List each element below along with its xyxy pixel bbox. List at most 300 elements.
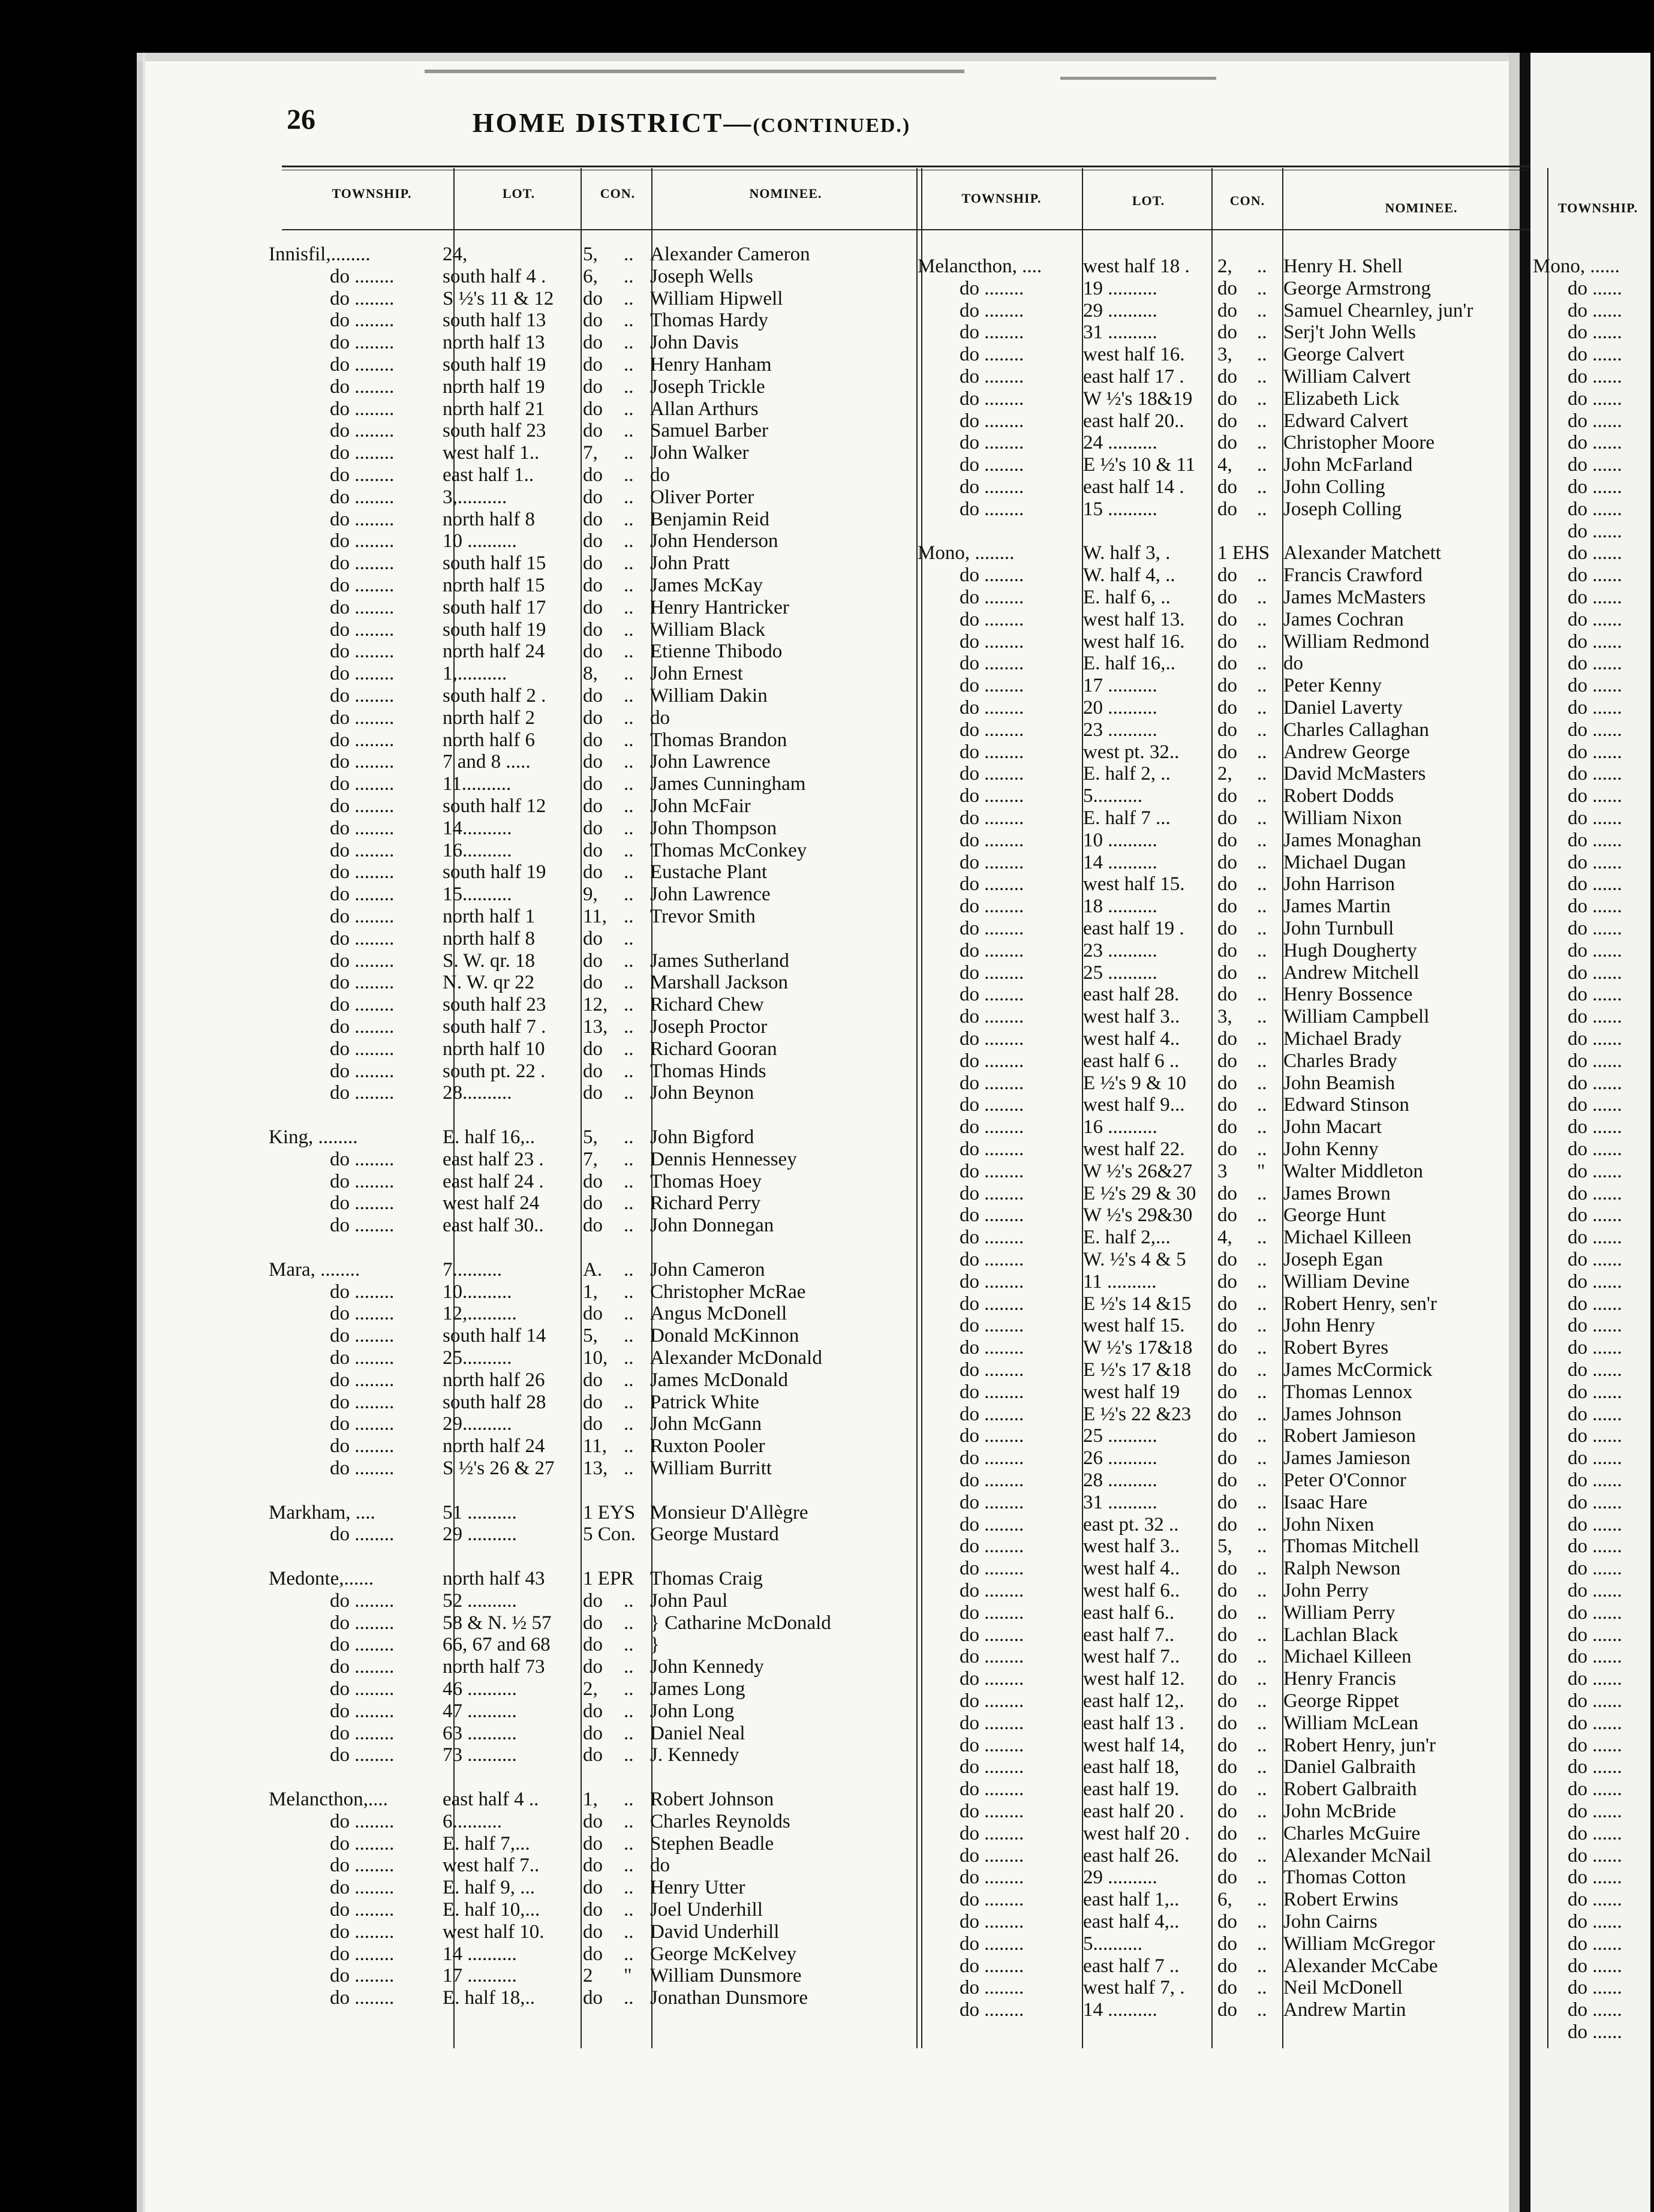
nominee-cell: do [650, 464, 670, 486]
lot-cell: west half 4.. [1083, 1028, 1180, 1050]
con-cell: 7, [583, 1148, 598, 1170]
nominee-cell: Christopher Moore [1283, 432, 1435, 454]
con-dots-cell: .. [624, 354, 634, 375]
nominee-cell: Robert Erwins [1283, 1889, 1399, 1911]
township-cell: do ........ [330, 1589, 395, 1612]
township-cell: do ........ [330, 751, 395, 773]
con-cell: do [1217, 476, 1237, 498]
lot-cell: north half 26 [443, 1369, 545, 1391]
lot-cell: north half 21 [443, 398, 545, 420]
con-dots-cell: .. [624, 1832, 634, 1855]
con-dots-cell: .. [1257, 1050, 1267, 1072]
next-township-cell: do ...... [1568, 1646, 1622, 1668]
nominee-cell: James Cunningham [650, 773, 806, 795]
con-dots-cell: .. [624, 1281, 634, 1303]
township-cell: do ........ [330, 420, 395, 442]
nominee-cell: John McFair [650, 795, 751, 817]
nominee-cell: Elizabeth Lick [1283, 387, 1400, 410]
con-cell: do [1217, 1381, 1237, 1403]
header-nominee: NOMINEE. [1385, 200, 1458, 215]
township-cell: do ........ [330, 464, 395, 486]
con-cell: do [1217, 1403, 1237, 1425]
con-cell: do [1217, 719, 1237, 741]
lot-cell: 31 .......... [1083, 1491, 1157, 1513]
con-dots-cell: .. [1257, 1867, 1267, 1889]
township-cell: do ........ [330, 906, 395, 927]
next-township-cell: do ...... [1568, 1734, 1622, 1756]
nominee-cell: John Colling [1283, 476, 1385, 498]
next-township-cell: do ...... [1568, 1889, 1622, 1911]
next-township-cell: do ...... [1568, 476, 1622, 498]
nominee-cell: Etienne Thibodo [650, 641, 783, 663]
con-dots-cell: .. [624, 927, 634, 949]
nominee-cell: George McKelvey [650, 1943, 797, 1965]
township-cell: do ........ [960, 1293, 1024, 1315]
con-cell: 5, [583, 1325, 598, 1347]
con-cell: do [583, 332, 603, 354]
con-cell: do [1217, 653, 1237, 675]
township-cell: do ........ [330, 1965, 395, 1987]
nominee-cell: Henry Utter [650, 1877, 745, 1899]
con-cell: do [1217, 1028, 1237, 1050]
nominee-cell: William Hipwell [650, 287, 783, 309]
lot-cell: north half 19 [443, 375, 545, 398]
lot-cell: north half 2 [443, 707, 535, 729]
township-cell: do ........ [960, 1580, 1024, 1601]
con-cell: do [1217, 741, 1237, 763]
column-rule [1547, 168, 1548, 2048]
township-cell: do ........ [960, 1469, 1024, 1491]
lot-cell: west half 16. [1083, 630, 1185, 653]
con-dots-cell: .. [1257, 829, 1267, 851]
lot-cell: 17 .......... [1083, 675, 1157, 697]
con-dots-cell: .. [1257, 630, 1267, 653]
nominee-cell: Walter Middleton [1283, 1160, 1423, 1182]
nominee-cell: John Beynon [650, 1082, 754, 1104]
page-title [0, 107, 1383, 139]
con-cell: 10, [583, 1347, 608, 1369]
next-township-cell: do ...... [1568, 1270, 1622, 1293]
lot-cell: 28 .......... [1083, 1469, 1157, 1491]
township-cell: do ........ [330, 530, 395, 552]
con-cell: do [1217, 1624, 1237, 1646]
con-dots-cell: .. [624, 795, 634, 817]
con-cell: do [1217, 1822, 1237, 1844]
con-cell: do [583, 1634, 603, 1656]
con-dots-cell: .. [1257, 1491, 1267, 1513]
con-cell: do [1217, 1933, 1237, 1955]
nominee-cell: John Cameron [650, 1258, 765, 1281]
next-township-cell: do ...... [1568, 741, 1622, 763]
nominee-cell: Robert Dodds [1283, 785, 1394, 807]
lot-cell: 24 .......... [1083, 432, 1157, 454]
con-dots-cell: .. [1257, 1182, 1267, 1204]
con-cell: do [1217, 630, 1237, 653]
con-dots-cell: .. [1257, 785, 1267, 807]
nominee-cell: Charles McGuire [1283, 1822, 1421, 1844]
nominee-cell: J. Kennedy [650, 1744, 739, 1766]
nominee-cell: Angus McDonell [650, 1303, 787, 1325]
nominee-cell: John McBride [1283, 1801, 1396, 1822]
page-number: 26 [287, 104, 315, 136]
nominee-cell: Joseph Egan [1283, 1249, 1383, 1270]
con-dots-cell: .. [624, 244, 634, 265]
township-cell: Innisfil,........ [269, 244, 371, 265]
nominee-cell: Richard Chew [650, 994, 764, 1016]
lot-cell: north half 1 [443, 906, 535, 927]
con-dots-cell: .. [624, 817, 634, 839]
con-dots-cell: .. [1257, 1933, 1267, 1955]
township-cell: do ........ [330, 1082, 395, 1104]
next-township-cell: do ...... [1568, 1006, 1622, 1028]
nominee-cell: John Pratt [650, 552, 730, 575]
con-dots-cell: .. [1257, 1249, 1267, 1270]
township-cell: do ........ [330, 795, 395, 817]
nominee-cell: William Campbell [1283, 1006, 1430, 1028]
con-cell: 5, [583, 244, 598, 265]
con-dots-cell: .. [624, 906, 634, 927]
township-cell: do ........ [960, 675, 1024, 697]
lot-cell: south half 19 [443, 861, 546, 883]
nominee-cell: Thomas Brandon [650, 729, 787, 751]
con-cell: 6, [1217, 1889, 1232, 1911]
lot-cell: west half 4.. [1083, 1558, 1180, 1580]
nominee-cell: Trevor Smith [650, 906, 756, 927]
con-cell: do [583, 1391, 603, 1413]
con-cell: do [1217, 1293, 1237, 1315]
con-dots-cell: .. [1257, 366, 1267, 387]
con-cell: do [583, 1877, 603, 1899]
township-cell: do ........ [960, 873, 1024, 895]
con-dots-cell: .. [624, 994, 634, 1016]
con-cell: do [1217, 410, 1237, 432]
con-cell: 4, [1217, 454, 1232, 476]
con-dots-cell: " [624, 1965, 632, 1987]
con-dots-cell: .. [1257, 1138, 1267, 1160]
con-dots-cell: .. [1257, 1447, 1267, 1469]
lot-cell: east half 20.. [1083, 410, 1184, 432]
header-bottom-rule [282, 229, 1530, 230]
next-township-cell: do ...... [1568, 1138, 1622, 1160]
lot-cell: 46 .......... [443, 1678, 517, 1700]
township-cell: do ........ [960, 918, 1024, 939]
con-dots-cell: .. [624, 398, 634, 420]
lot-cell: 12,.......... [443, 1303, 517, 1325]
township-cell: do ........ [330, 442, 395, 464]
nominee-cell: William Dakin [650, 685, 768, 707]
township-cell: do ........ [330, 1303, 395, 1325]
con-dots-cell: .. [624, 972, 634, 994]
next-township-cell: do ...... [1568, 432, 1622, 454]
township-cell: Mara, ........ [269, 1258, 360, 1281]
con-dots-cell: .. [624, 1700, 634, 1722]
next-township-cell: do ...... [1568, 763, 1622, 785]
lot-cell: west half 3.. [1083, 1006, 1180, 1028]
township-cell: do ........ [330, 265, 395, 287]
township-cell: do ........ [330, 1369, 395, 1391]
lot-cell: east half 13 . [1083, 1712, 1184, 1734]
township-cell: do ........ [960, 785, 1024, 807]
nominee-cell: John Beamish [1283, 1072, 1396, 1094]
con-cell: do [1217, 1491, 1237, 1513]
con-dots-cell: .. [624, 751, 634, 773]
con-dots-cell: .. [624, 1258, 634, 1281]
con-cell: do [1217, 1337, 1237, 1359]
lot-cell: north half 43 [443, 1568, 545, 1589]
nominee-cell: John Perry [1283, 1580, 1369, 1601]
con-cell: do [1217, 1072, 1237, 1094]
header-nominee: NOMINEE. [749, 186, 822, 201]
header-township-next: TOWNSHIP. [1558, 200, 1638, 215]
con-dots-cell: .. [1257, 1668, 1267, 1690]
nominee-cell: William Devine [1283, 1270, 1410, 1293]
lot-cell: south half 4 . [443, 265, 546, 287]
township-cell: do ........ [330, 1148, 395, 1170]
con-dots-cell: .. [1257, 719, 1267, 741]
next-township-cell: do ...... [1568, 1116, 1622, 1138]
township-cell: do ........ [330, 663, 395, 685]
lot-cell: 6.......... [443, 1810, 502, 1832]
con-dots-cell: .. [1257, 1425, 1267, 1447]
header-con: CON. [1229, 193, 1265, 208]
con-dots-cell: .. [624, 949, 634, 972]
nominee-cell: William Perry [1283, 1601, 1396, 1624]
next-township-cell: do ...... [1568, 1867, 1622, 1889]
con-cell: do [1217, 1867, 1237, 1889]
con-cell: do [583, 1722, 603, 1744]
lot-cell: W ½'s 26&27 [1083, 1160, 1193, 1182]
con-dots-cell: .. [624, 685, 634, 707]
con-dots-cell: .. [1257, 1955, 1267, 1977]
con-cell: 1, [583, 1281, 598, 1303]
next-township-cell: do ...... [1568, 1933, 1622, 1955]
township-cell: do ........ [330, 1281, 395, 1303]
con-cell: 4, [1217, 1227, 1232, 1249]
con-cell: do [583, 685, 603, 707]
nominee-cell: Michael Killeen [1283, 1227, 1412, 1249]
con-dots-cell: .. [624, 1855, 634, 1877]
next-township-cell: do ...... [1568, 344, 1622, 366]
con-cell: 5, [583, 1126, 598, 1148]
nominee-cell: Alexander Cameron [650, 244, 810, 265]
lot-cell: 63 .......... [443, 1722, 517, 1744]
con-dots-cell: .. [1257, 918, 1267, 939]
con-cell: do [583, 575, 603, 596]
township-cell: do ........ [960, 807, 1024, 829]
township-cell: do ........ [330, 1612, 395, 1634]
lot-cell: 14 .......... [1083, 1999, 1157, 2021]
column-rule [1211, 168, 1213, 2048]
township-cell: do ........ [330, 817, 395, 839]
con-cell: do [1217, 1116, 1237, 1138]
next-township-cell: do ...... [1568, 829, 1622, 851]
con-cell: do [1217, 1844, 1237, 1867]
nominee-cell: Daniel Galbraith [1283, 1756, 1416, 1778]
nominee-cell: Charles Reynolds [650, 1810, 790, 1832]
township-cell: do ........ [330, 1634, 395, 1656]
township-cell: do ........ [330, 1413, 395, 1435]
con-cell: do [1217, 1513, 1237, 1535]
nominee-cell: Richard Perry [650, 1192, 761, 1215]
con-cell: do [583, 817, 603, 839]
con-cell: do [583, 1987, 603, 2009]
township-cell: do ........ [960, 1535, 1024, 1558]
nominee-cell: Monsieur D'Allègre [650, 1501, 808, 1523]
township-cell: do ........ [960, 1359, 1024, 1381]
con-cell: do [583, 464, 603, 486]
con-dots-cell: " [1257, 1160, 1265, 1182]
nominee-cell: Henry Hanham [650, 354, 772, 375]
lot-cell: west half 10. [443, 1921, 545, 1943]
con-dots-cell: .. [624, 773, 634, 795]
con-cell: do [1217, 984, 1237, 1006]
scan-smudge [1060, 77, 1216, 80]
nominee-cell: William Redmond [1283, 630, 1430, 653]
next-township-cell: do ...... [1568, 1778, 1622, 1801]
con-cell: do [583, 1921, 603, 1943]
lot-cell: north half 24 [443, 641, 545, 663]
con-cell: 3, [1217, 344, 1232, 366]
nominee-cell: James McMasters [1283, 587, 1426, 608]
lot-cell: south half 7 . [443, 1016, 546, 1038]
lot-cell: 58 & N. ½ 57 [443, 1612, 552, 1634]
township-cell: do ........ [330, 354, 395, 375]
township-cell: do ........ [330, 1347, 395, 1369]
township-cell: do ........ [960, 829, 1024, 851]
con-dots-cell: .. [624, 1722, 634, 1744]
con-cell: A. [583, 1258, 603, 1281]
township-cell: do ........ [960, 410, 1024, 432]
township-cell: do ........ [960, 564, 1024, 587]
nominee-cell: Alexander McCabe [1283, 1955, 1438, 1977]
lot-cell: north half 8 [443, 927, 535, 949]
township-cell: do ........ [960, 1999, 1024, 2021]
con-dots-cell: .. [624, 530, 634, 552]
lot-cell: west half 14, [1083, 1734, 1185, 1756]
con-dots-cell: .. [624, 883, 634, 906]
township-cell: do ........ [960, 1204, 1024, 1227]
con-dots-cell: .. [1257, 432, 1267, 454]
con-cell: 7, [583, 442, 598, 464]
township-cell: do ........ [330, 1457, 395, 1479]
nominee-cell: Francis Crawford [1283, 564, 1423, 587]
lot-cell: 26 .......... [1083, 1447, 1157, 1469]
lot-cell: W. half 3, . [1083, 542, 1171, 564]
township-cell: do ........ [960, 277, 1024, 299]
next-township-cell: do ...... [1568, 719, 1622, 741]
next-township-cell: do ...... [1568, 1712, 1622, 1734]
lot-cell: east half 24 . [443, 1170, 544, 1192]
con-cell: do [583, 1082, 603, 1104]
nominee-cell: Joel Underhill [650, 1899, 763, 1921]
lot-cell: east half 12,. [1083, 1690, 1184, 1712]
con-cell: do [1217, 675, 1237, 697]
con-dots-cell: .. [624, 1369, 634, 1391]
lot-cell: 18 .......... [1083, 895, 1157, 918]
nominee-cell: Alexander McDonald [650, 1347, 822, 1369]
con-dots-cell: .. [1257, 763, 1267, 785]
lot-cell: south half 23 [443, 994, 546, 1016]
next-township-cell: do ...... [1568, 851, 1622, 873]
con-cell: do [583, 398, 603, 420]
con-cell: do [583, 1303, 603, 1325]
lot-cell: 47 .......... [443, 1700, 517, 1722]
nominee-cell: Thomas Craig [650, 1568, 763, 1589]
con-dots-cell: .. [1257, 1337, 1267, 1359]
township-cell: do ........ [960, 1624, 1024, 1646]
con-cell: do [1217, 873, 1237, 895]
con-cell: do [1217, 1756, 1237, 1778]
lot-cell: E. half 2, .. [1083, 763, 1171, 785]
lot-cell: S ½'s 11 & 12 [443, 287, 554, 309]
con-cell: do [1217, 918, 1237, 939]
township-cell: do ........ [960, 763, 1024, 785]
con-dots-cell: .. [1257, 410, 1267, 432]
lot-cell: west half 19 [1083, 1381, 1180, 1403]
lot-cell: east half 4 .. [443, 1789, 539, 1810]
township-cell: do ........ [330, 1060, 395, 1082]
con-cell: do [1217, 807, 1237, 829]
page-title-main: HOME DISTRICT— [472, 107, 753, 138]
con-dots-cell: .. [1257, 476, 1267, 498]
con-cell: 3, [1217, 1006, 1232, 1028]
lot-cell: 23 .......... [1083, 939, 1157, 961]
lot-cell: E ½'s 17 &18 [1083, 1359, 1192, 1381]
nominee-cell: George Hunt [1283, 1204, 1386, 1227]
con-dots-cell: .. [624, 552, 634, 575]
con-cell: do [583, 1656, 603, 1678]
township-cell: do ........ [330, 1832, 395, 1855]
con-dots-cell: .. [1257, 1558, 1267, 1580]
township-cell: do ........ [330, 1016, 395, 1038]
con-dots-cell: .. [1257, 1911, 1267, 1933]
lot-cell: north half 13 [443, 332, 545, 354]
con-dots-cell: .. [1257, 675, 1267, 697]
township-cell: do ........ [960, 1116, 1024, 1138]
nominee-cell: William Nixon [1283, 807, 1402, 829]
nominee-cell: Peter O'Connor [1283, 1469, 1406, 1491]
nominee-cell: William Calvert [1283, 366, 1411, 387]
con-cell: 5 Con. [583, 1523, 636, 1546]
con-dots-cell: .. [1257, 1006, 1267, 1028]
township-cell: do ........ [960, 1050, 1024, 1072]
con-cell: do [1217, 1249, 1237, 1270]
township-cell: do ........ [960, 1646, 1024, 1668]
township-cell: do ........ [330, 1170, 395, 1192]
township-cell: do ........ [960, 984, 1024, 1006]
con-dots-cell: .. [624, 861, 634, 883]
township-cell: do ........ [960, 587, 1024, 608]
con-cell: do [583, 486, 603, 508]
nominee-cell: Henry Hantricker [650, 596, 789, 618]
lot-cell: east half 30.. [443, 1215, 544, 1237]
lot-cell: west half 22. [1083, 1138, 1185, 1160]
township-cell: do ........ [330, 1987, 395, 2009]
nominee-cell: Henry H. Shell [1283, 256, 1403, 277]
lot-cell: 29 .......... [1083, 299, 1157, 321]
township-cell: do ........ [960, 1094, 1024, 1116]
con-dots-cell: .. [624, 1391, 634, 1413]
nominee-cell: Richard Gooran [650, 1038, 777, 1060]
nominee-cell: Allan Arthurs [650, 398, 759, 420]
township-cell: do ........ [330, 1656, 395, 1678]
con-dots-cell: .. [624, 1148, 634, 1170]
next-township-cell: do ...... [1568, 498, 1622, 520]
township-cell: do ........ [330, 1700, 395, 1722]
column-rule [581, 168, 582, 2048]
nominee-cell: John Ernest [650, 663, 743, 685]
con-dots-cell: .. [624, 464, 634, 486]
